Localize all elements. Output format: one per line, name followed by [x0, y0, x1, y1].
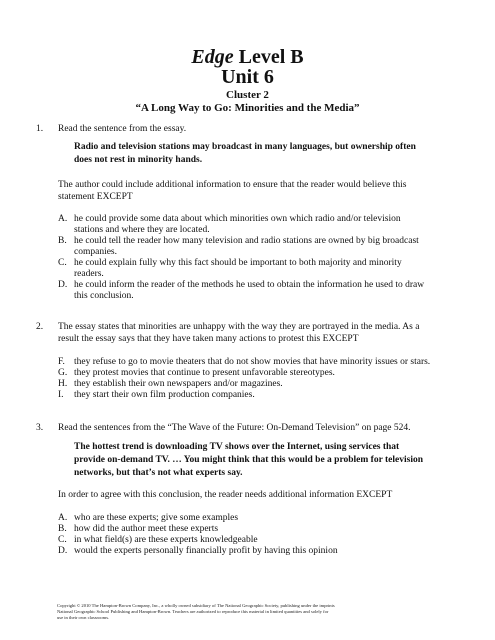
option-letter: A.	[58, 513, 68, 523]
unit-title: Unit 6	[221, 66, 274, 88]
question-number: 1.	[36, 124, 44, 134]
question-prompt: Read the sentence from the essay.	[58, 124, 187, 134]
question-stem: result the essay says that they have taken many actions to protest this EXCEPT	[58, 334, 359, 344]
option-text: they start their own film production companies.	[74, 390, 255, 400]
cluster-label: Cluster 2	[226, 89, 269, 101]
copyright-notice: use in their own classrooms.	[57, 615, 110, 620]
option-text: in what field(s) are these experts knowledgeable	[74, 535, 258, 545]
question-prompt: Read the sentences from the “The Wave of the Future: On-Demand Television” on page 524.	[58, 423, 411, 433]
option-text: companies.	[74, 247, 118, 257]
title-series: Edge	[191, 46, 234, 68]
option-text: they protest movies that continue to present unfavorable stereotypes.	[74, 368, 335, 378]
option-letter: C.	[58, 258, 67, 268]
option-letter: C.	[58, 535, 67, 545]
copyright-notice: National Geographic School Publishing and Hampton-Brown. Teachers are authorized to reproduce this material in limited quantities and solely for	[57, 609, 329, 614]
option-letter: G.	[58, 368, 68, 378]
option-letter: H.	[58, 379, 68, 389]
copyright-notice: Copyright © 2010 The Hampton-Brown Company, Inc., a wholly owned subsidiary of The National Geographic Society, publishing under the imprints	[57, 603, 335, 608]
option-text: how did the author meet these experts	[74, 524, 219, 534]
option-letter: B.	[58, 524, 67, 534]
title-level: Level B	[233, 46, 304, 68]
question-number: 3.	[36, 423, 44, 433]
option-text: this conclusion.	[74, 291, 134, 301]
option-text: stations and where they are located.	[74, 225, 210, 235]
option-letter: D.	[58, 546, 68, 556]
question-stem: The essay states that minorities are unhappy with the way they are portrayed in the media. As a	[58, 322, 420, 332]
question-stem: statement EXCEPT	[58, 192, 133, 202]
option-text: readers.	[74, 269, 104, 279]
option-text: they establish their own newspapers and/or magazines.	[74, 379, 283, 389]
option-text: he could tell the reader how many television and radio stations are owned by big broadcast	[74, 236, 419, 246]
option-letter: B.	[58, 236, 67, 246]
option-text: they refuse to go to movie theaters that do not show movies that have minority issues or stars.	[74, 357, 431, 367]
option-letter: A.	[58, 214, 68, 224]
option-text: who are these experts; give some examples	[74, 513, 239, 523]
option-text: he could inform the reader of the methods he used to obtain the information he used to draw	[74, 280, 425, 290]
quote-line: networks, but that’s not what experts say.	[74, 468, 243, 478]
question-number: 2.	[36, 322, 44, 332]
essay-title: “A Long Way to Go: Minorities and the Media”	[135, 102, 360, 114]
option-letter: I.	[58, 390, 64, 400]
quote-line: Radio and television stations may broadcast in many languages, but ownership often	[74, 142, 416, 152]
option-text: would the experts personally financially profit by having this opinion	[74, 546, 338, 556]
option-letter: F.	[58, 357, 65, 367]
question-stem: The author could include additional information to ensure that the reader would believe this	[58, 180, 407, 190]
option-text: he could provide some data about which minorities own which radio and/or television	[74, 214, 401, 224]
quote-line: The hottest trend is downloading TV shows over the Internet, using services that	[74, 442, 400, 452]
question-stem: In order to agree with this conclusion, the reader needs additional information EXCEPT	[58, 490, 393, 500]
quote-line: provide on-demand TV. … You might think that this would be a problem for television	[74, 455, 424, 465]
quote-line: does not rest in minority hands.	[74, 155, 203, 165]
document-title	[0, 46, 495, 68]
option-text: he could explain fully why this fact should be important to both majority and minority	[74, 258, 402, 268]
option-letter: D.	[58, 280, 68, 290]
